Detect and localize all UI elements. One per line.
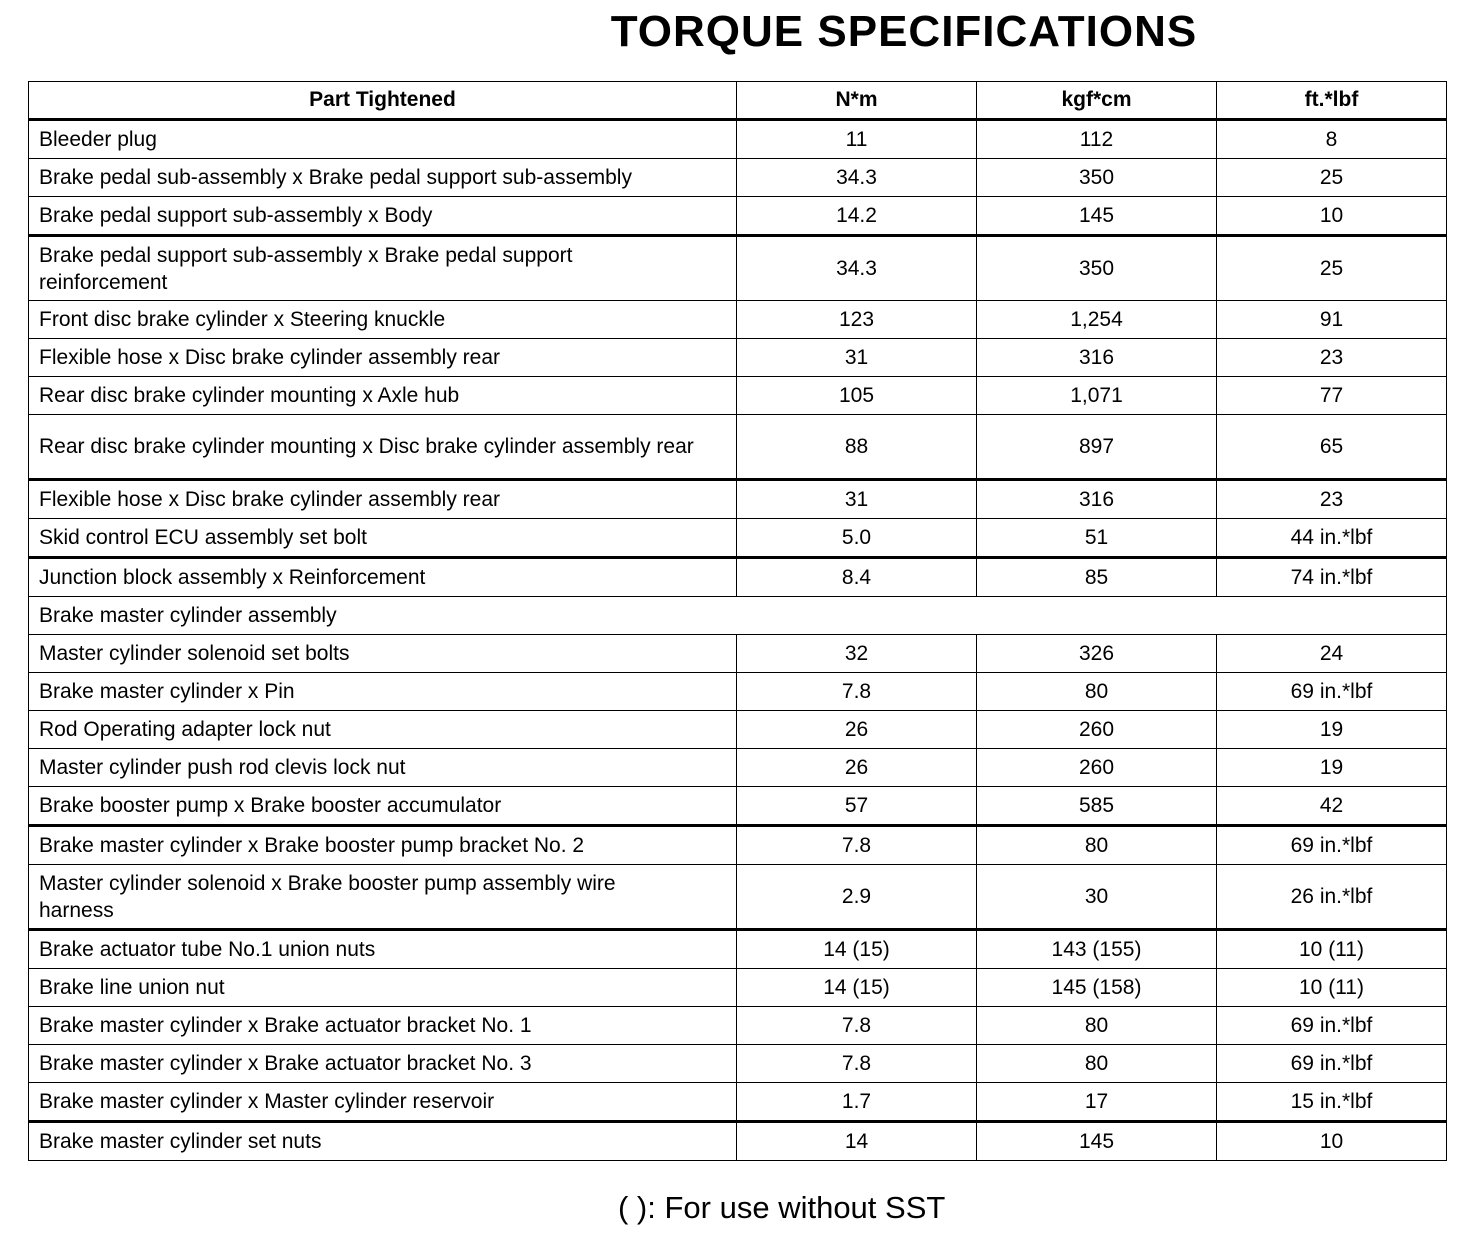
ftlbf-cell: 10 (11) bbox=[1217, 930, 1447, 969]
nm-cell: 105 bbox=[737, 377, 977, 415]
nm-cell: 31 bbox=[737, 480, 977, 519]
kgfcm-cell: 112 bbox=[977, 120, 1217, 159]
nm-cell: 2.9 bbox=[737, 865, 977, 930]
part-cell: Brake master cylinder x Brake actuator bracket No. 3 bbox=[29, 1045, 737, 1083]
nm-cell: 123 bbox=[737, 301, 977, 339]
table-section-row bbox=[29, 597, 1447, 635]
nm-cell: 31 bbox=[737, 339, 977, 377]
nm-cell: 14.2 bbox=[737, 197, 977, 236]
kgfcm-cell: 316 bbox=[977, 339, 1217, 377]
kgfcm-cell: 80 bbox=[977, 673, 1217, 711]
part-cell: Brake actuator tube No.1 union nuts bbox=[29, 930, 737, 969]
table-row bbox=[29, 558, 1447, 597]
part-cell: Master cylinder solenoid x Brake booster pump assembly wire harness bbox=[29, 865, 737, 930]
kgfcm-cell: 350 bbox=[977, 236, 1217, 301]
kgfcm-cell: 316 bbox=[977, 480, 1217, 519]
part-cell: Rear disc brake cylinder mounting x Axle hub bbox=[29, 377, 737, 415]
ftlbf-cell: 19 bbox=[1217, 749, 1447, 787]
kgfcm-cell: 145 bbox=[977, 197, 1217, 236]
ftlbf-cell: 77 bbox=[1217, 377, 1447, 415]
kgfcm-cell: 1,254 bbox=[977, 301, 1217, 339]
ftlbf-cell: 10 bbox=[1217, 197, 1447, 236]
ftlbf-cell: 44 in.*lbf bbox=[1217, 519, 1447, 558]
kgfcm-cell: 30 bbox=[977, 865, 1217, 930]
table-row bbox=[29, 236, 1447, 301]
ftlbf-cell: 19 bbox=[1217, 711, 1447, 749]
table-header-row bbox=[29, 82, 1447, 120]
table-row bbox=[29, 1007, 1447, 1045]
table-row bbox=[29, 519, 1447, 558]
table-row bbox=[29, 969, 1447, 1007]
header-part-tightened: Part Tightened bbox=[29, 82, 737, 120]
part-cell: Bleeder plug bbox=[29, 120, 737, 159]
nm-cell: 1.7 bbox=[737, 1083, 977, 1122]
nm-cell: 26 bbox=[737, 711, 977, 749]
ftlbf-cell: 74 in.*lbf bbox=[1217, 558, 1447, 597]
part-cell: Brake pedal support sub-assembly x Body bbox=[29, 197, 737, 236]
ftlbf-cell: 42 bbox=[1217, 787, 1447, 826]
part-cell: Brake master cylinder x Master cylinder reservoir bbox=[29, 1083, 737, 1122]
table-row bbox=[29, 749, 1447, 787]
part-cell: Front disc brake cylinder x Steering knuckle bbox=[29, 301, 737, 339]
section-label-cell: Brake master cylinder assembly bbox=[29, 597, 1447, 635]
kgfcm-cell: 145 bbox=[977, 1122, 1217, 1161]
table-row bbox=[29, 1083, 1447, 1122]
table-row bbox=[29, 787, 1447, 826]
nm-cell: 88 bbox=[737, 415, 977, 480]
part-cell: Skid control ECU assembly set bolt bbox=[29, 519, 737, 558]
nm-cell: 5.0 bbox=[737, 519, 977, 558]
table-row bbox=[29, 711, 1447, 749]
ftlbf-cell: 10 (11) bbox=[1217, 969, 1447, 1007]
nm-cell: 14 (15) bbox=[737, 930, 977, 969]
part-cell: Master cylinder push rod clevis lock nut bbox=[29, 749, 737, 787]
ftlbf-cell: 25 bbox=[1217, 159, 1447, 197]
kgfcm-cell: 260 bbox=[977, 749, 1217, 787]
ftlbf-cell: 23 bbox=[1217, 339, 1447, 377]
nm-cell: 26 bbox=[737, 749, 977, 787]
table-row bbox=[29, 635, 1447, 673]
part-cell: Rod Operating adapter lock nut bbox=[29, 711, 737, 749]
table-row bbox=[29, 120, 1447, 159]
kgfcm-cell: 326 bbox=[977, 635, 1217, 673]
ftlbf-cell: 26 in.*lbf bbox=[1217, 865, 1447, 930]
torque-spec-table bbox=[28, 81, 1447, 1161]
part-cell: Brake pedal support sub-assembly x Brake pedal support reinforcement bbox=[29, 236, 737, 301]
kgfcm-cell: 585 bbox=[977, 787, 1217, 826]
table-row bbox=[29, 480, 1447, 519]
nm-cell: 34.3 bbox=[737, 236, 977, 301]
ftlbf-cell: 65 bbox=[1217, 415, 1447, 480]
ftlbf-cell: 69 in.*lbf bbox=[1217, 1007, 1447, 1045]
table-row bbox=[29, 415, 1447, 480]
nm-cell: 8.4 bbox=[737, 558, 977, 597]
kgfcm-cell: 80 bbox=[977, 826, 1217, 865]
part-cell: Flexible hose x Disc brake cylinder assembly rear bbox=[29, 480, 737, 519]
table-row bbox=[29, 301, 1447, 339]
kgfcm-cell: 350 bbox=[977, 159, 1217, 197]
ftlbf-cell: 69 in.*lbf bbox=[1217, 673, 1447, 711]
kgfcm-cell: 51 bbox=[977, 519, 1217, 558]
nm-cell: 7.8 bbox=[737, 1007, 977, 1045]
table-row bbox=[29, 673, 1447, 711]
nm-cell: 11 bbox=[737, 120, 977, 159]
part-cell: Flexible hose x Disc brake cylinder assembly rear bbox=[29, 339, 737, 377]
ftlbf-cell: 23 bbox=[1217, 480, 1447, 519]
table-row bbox=[29, 339, 1447, 377]
part-cell: Brake master cylinder x Brake actuator bracket No. 1 bbox=[29, 1007, 737, 1045]
ftlbf-cell: 69 in.*lbf bbox=[1217, 1045, 1447, 1083]
kgfcm-cell: 260 bbox=[977, 711, 1217, 749]
table-row bbox=[29, 826, 1447, 865]
nm-cell: 32 bbox=[737, 635, 977, 673]
part-cell: Brake booster pump x Brake booster accumulator bbox=[29, 787, 737, 826]
header-nm: N*m bbox=[737, 82, 977, 120]
kgfcm-cell: 80 bbox=[977, 1045, 1217, 1083]
table-row bbox=[29, 865, 1447, 930]
part-cell: Brake master cylinder set nuts bbox=[29, 1122, 737, 1161]
table-row bbox=[29, 1045, 1447, 1083]
kgfcm-cell: 897 bbox=[977, 415, 1217, 480]
part-cell: Master cylinder solenoid set bolts bbox=[29, 635, 737, 673]
ftlbf-cell: 25 bbox=[1217, 236, 1447, 301]
part-cell: Brake master cylinder x Pin bbox=[29, 673, 737, 711]
ftlbf-cell: 10 bbox=[1217, 1122, 1447, 1161]
nm-cell: 7.8 bbox=[737, 826, 977, 865]
nm-cell: 34.3 bbox=[737, 159, 977, 197]
ftlbf-cell: 91 bbox=[1217, 301, 1447, 339]
page-title: TORQUE SPECIFICATIONS bbox=[610, 7, 1198, 56]
nm-cell: 7.8 bbox=[737, 1045, 977, 1083]
table-row bbox=[29, 1122, 1447, 1161]
part-cell: Brake pedal sub-assembly x Brake pedal support sub-assembly bbox=[29, 159, 737, 197]
part-cell: Brake line union nut bbox=[29, 969, 737, 1007]
table-row bbox=[29, 930, 1447, 969]
kgfcm-cell: 1,071 bbox=[977, 377, 1217, 415]
table-row bbox=[29, 159, 1447, 197]
part-cell: Rear disc brake cylinder mounting x Disc brake cylinder assembly rear bbox=[29, 415, 737, 480]
ftlbf-cell: 24 bbox=[1217, 635, 1447, 673]
nm-cell: 14 (15) bbox=[737, 969, 977, 1007]
part-cell: Brake master cylinder x Brake booster pump bracket No. 2 bbox=[29, 826, 737, 865]
table-row bbox=[29, 197, 1447, 236]
kgfcm-cell: 80 bbox=[977, 1007, 1217, 1045]
footnote: ( ): For use without SST bbox=[618, 1190, 946, 1225]
nm-cell: 7.8 bbox=[737, 673, 977, 711]
nm-cell: 57 bbox=[737, 787, 977, 826]
header-kgfcm: kgf*cm bbox=[977, 82, 1217, 120]
kgfcm-cell: 85 bbox=[977, 558, 1217, 597]
part-cell: Junction block assembly x Reinforcement bbox=[29, 558, 737, 597]
header-ftlbf: ft.*lbf bbox=[1217, 82, 1447, 120]
kgfcm-cell: 145 (158) bbox=[977, 969, 1217, 1007]
ftlbf-cell: 15 in.*lbf bbox=[1217, 1083, 1447, 1122]
kgfcm-cell: 17 bbox=[977, 1083, 1217, 1122]
ftlbf-cell: 8 bbox=[1217, 120, 1447, 159]
table-row bbox=[29, 377, 1447, 415]
kgfcm-cell: 143 (155) bbox=[977, 930, 1217, 969]
nm-cell: 14 bbox=[737, 1122, 977, 1161]
ftlbf-cell: 69 in.*lbf bbox=[1217, 826, 1447, 865]
